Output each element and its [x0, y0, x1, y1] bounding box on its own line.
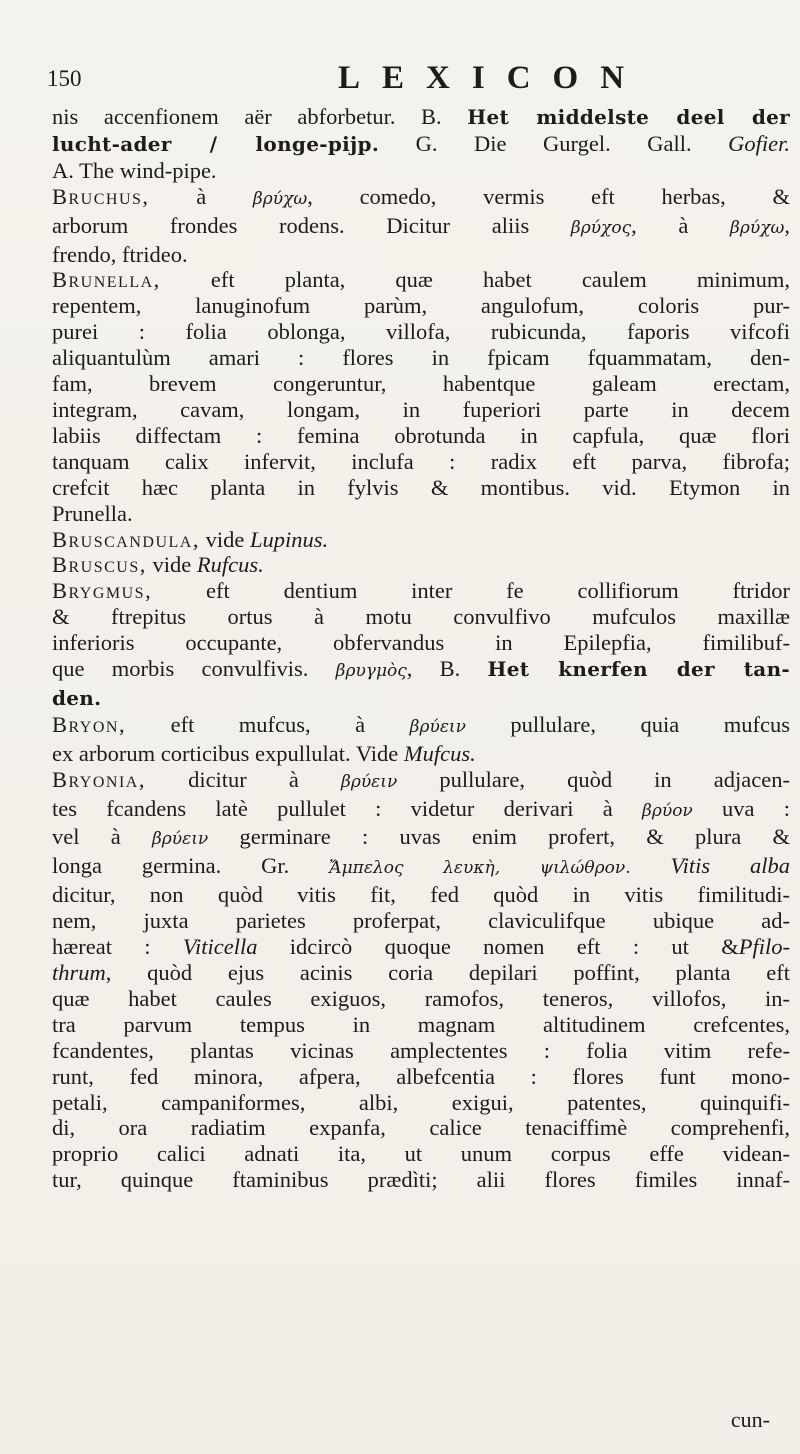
- text-run: G. Die Gurgel. Gall.: [379, 130, 729, 156]
- text-run: Viticella: [182, 934, 258, 960]
- text-line: [52, 604, 790, 630]
- text-line: [52, 882, 790, 908]
- text-run: labiis diffectam : femina obrotunda in capfula, quæ flori: [52, 422, 790, 448]
- text-run: βρύχω: [730, 217, 785, 238]
- text-run: repentem, lanuginofum parùm, angulofum, coloris pur-: [52, 293, 790, 319]
- text-run: Gofier.: [728, 130, 790, 156]
- text-run: ex arborum corticibus expullulat. Vide: [52, 740, 404, 766]
- text-run: dicitur, non quòd vitis fit, fed quòd in vitis fimilitudi-: [52, 882, 790, 908]
- text-run: hæreat :: [52, 934, 183, 960]
- text-line: [52, 423, 790, 449]
- text-run: idcircò quoque nomen eft : ut &: [257, 934, 739, 960]
- text-run: Prunella.: [52, 500, 133, 526]
- text-line: [52, 960, 790, 986]
- text-run: βρύειν: [151, 829, 209, 850]
- text-run: βρύειν: [409, 716, 466, 737]
- text-run: fcandentes, plantas vicinas amplectentes : folia vitim refe-: [52, 1037, 790, 1063]
- text-line: [52, 345, 790, 371]
- text-run: Pfilo-: [738, 934, 790, 960]
- text-line: [52, 475, 790, 501]
- text-run: Brygmus,: [52, 578, 153, 604]
- text-run: Vitis alba: [670, 853, 790, 879]
- text-line: [52, 1038, 790, 1064]
- text-run: Bruscandula,: [52, 526, 200, 552]
- text-line: [52, 853, 790, 882]
- text-run: , comedo, vermis eft herbas, &: [307, 183, 790, 209]
- text-run: ,: [784, 212, 790, 238]
- text-run: à: [149, 183, 253, 209]
- text-run: , quòd ejus acinis coria depilari poffint, planta eft: [105, 960, 790, 985]
- text-run: runt, fed minora, afpera, albefcentia : flores funt mono-: [52, 1063, 790, 1089]
- text-line: [52, 242, 790, 268]
- text-line: [52, 397, 790, 423]
- text-line: [52, 527, 790, 553]
- text-run: den.: [52, 685, 102, 710]
- text-line: [52, 824, 790, 853]
- text-run: βρύχος: [570, 217, 632, 238]
- text-run: tra parvum tempus in magnam altitudinem crefcentes,: [52, 1011, 790, 1037]
- text-run: eft dentium inter fe collifiorum ftridor: [152, 578, 790, 604]
- text-run: Het knerfen der tan-: [487, 657, 790, 682]
- text-line: [52, 371, 790, 397]
- text-run: crefcit hæc planta in fylvis & montibus. vid. Etymon in: [52, 474, 790, 500]
- text-run: βρύχω: [252, 188, 308, 209]
- text-run: que morbis convulfivis.: [52, 656, 336, 682]
- text-run: lucht-ader / longe-pijp.: [52, 131, 380, 156]
- text-run: nem, juxta parietes proferpat, claviculifque ubique ad-: [52, 908, 790, 934]
- text-line: [52, 1115, 790, 1141]
- text-run: di, ora radiatim expanfa, calice tenaciffimè comprehenfi,: [52, 1115, 790, 1141]
- text-run: [631, 853, 671, 878]
- text-run: pullulare, quia mufcus: [465, 711, 790, 737]
- text-line: [52, 934, 790, 960]
- text-line: [52, 986, 790, 1012]
- text-line: [52, 630, 790, 656]
- text-line: [52, 501, 790, 527]
- text-run: uva :: [692, 795, 790, 821]
- text-line: [52, 796, 790, 825]
- text-line: [52, 1167, 790, 1193]
- text-run: Bruchus,: [52, 183, 150, 209]
- text-run: longa germina. Gr.: [52, 853, 330, 879]
- text-run: petali, campaniformes, albi, exigui, patentes, quinquifi-: [52, 1089, 790, 1115]
- text-run: quæ habet caules exiguos, ramofos, teneros, villofos, in-: [52, 985, 790, 1011]
- text-run: vide: [199, 526, 250, 552]
- text-run: tes fcandens latè pullulet : videtur derivari à: [52, 795, 643, 821]
- text-run: eft planta, quæ habet caulem minimum,: [160, 267, 790, 293]
- text-run: Bruscus,: [52, 552, 147, 578]
- text-run: Rufcus.: [196, 552, 264, 578]
- text-line: [52, 293, 790, 319]
- text-line: [52, 578, 790, 604]
- text-run: , à: [631, 212, 731, 238]
- text-run: proprio calici adnati ita, ut unum corpus effe videan-: [52, 1141, 790, 1167]
- text-line: [52, 656, 790, 685]
- text-run: βρυγμὸς: [335, 661, 407, 682]
- dictionary-text: [52, 104, 790, 1193]
- text-run: vel à: [52, 824, 152, 850]
- text-run: Ἄμπελος λευκὴ, ψιλώθρον.: [329, 858, 631, 879]
- text-line: [52, 1064, 790, 1090]
- text-run: nis accenfionem aër abforbetur. B.: [52, 104, 468, 129]
- running-title: LEXICON: [338, 60, 647, 96]
- page-number: 150: [47, 66, 82, 91]
- text-line: [52, 449, 790, 475]
- text-line: [52, 158, 790, 184]
- text-run: Bryon,: [52, 711, 127, 737]
- text-run: tanquam calix infervit, inclufa : radix eft parva, fibrofa;: [52, 448, 790, 474]
- text-run: fam, brevem congeruntur, habentque galeam erectam,: [52, 371, 790, 397]
- text-run: germinare : uvas enim profert, & plura &: [208, 824, 790, 850]
- text-line: [52, 767, 790, 796]
- text-line: [52, 685, 790, 712]
- text-run: inferioris occupante, obfervandus in Epilepfia, fimilibuf-: [52, 630, 790, 656]
- text-run: Mufcus.: [403, 740, 476, 766]
- text-run: βρύον: [642, 800, 693, 821]
- text-line: [52, 1141, 790, 1167]
- text-line: [52, 741, 790, 767]
- text-run: Brunella,: [52, 267, 161, 293]
- text-line: [52, 712, 790, 741]
- text-run: Lupinus.: [249, 526, 329, 552]
- text-line: [52, 267, 790, 293]
- text-run: frendo, ftrideo.: [52, 241, 188, 267]
- text-line: [52, 319, 790, 345]
- text-line: [52, 104, 790, 131]
- text-run: arborum frondes rodens. Dicitur aliis: [52, 212, 571, 238]
- text-run: vide: [146, 552, 197, 578]
- text-run: thrum: [52, 960, 106, 985]
- text-line: [52, 131, 790, 158]
- text-run: pullulare, quòd in adjacen-: [397, 766, 790, 792]
- text-line: [52, 908, 790, 934]
- catchword: cun-: [730, 1407, 770, 1432]
- text-line: [52, 184, 790, 213]
- text-line: [52, 213, 790, 242]
- text-run: integram, cavam, longam, in fuperiori parte in decem: [52, 396, 790, 422]
- text-run: aliquantulùm amari : flores in fpicam fquammatam, den-: [52, 345, 790, 371]
- text-run: tur, quinque ftaminibus prædìti; alii flores fimiles innaf-: [52, 1167, 790, 1193]
- text-run: & ftrepitus ortus à motu convulfivo mufculos maxillæ: [52, 604, 790, 630]
- text-run: , B.: [406, 656, 488, 682]
- text-run: Bryonia,: [52, 766, 146, 792]
- text-run: Het middelste deel der: [467, 105, 790, 129]
- text-line: [52, 1012, 790, 1038]
- page-header: [0, 60, 800, 100]
- text-line: [52, 1090, 790, 1116]
- text-run: eft mufcus, à: [126, 711, 410, 737]
- text-run: purei : folia oblonga, villofa, rubicunda, faporis vifcofi: [52, 319, 790, 345]
- text-line: [52, 552, 790, 578]
- text-run: βρύειν: [341, 771, 398, 792]
- text-run: dicitur à: [145, 766, 341, 792]
- text-run: A. The wind-pipe.: [52, 157, 217, 183]
